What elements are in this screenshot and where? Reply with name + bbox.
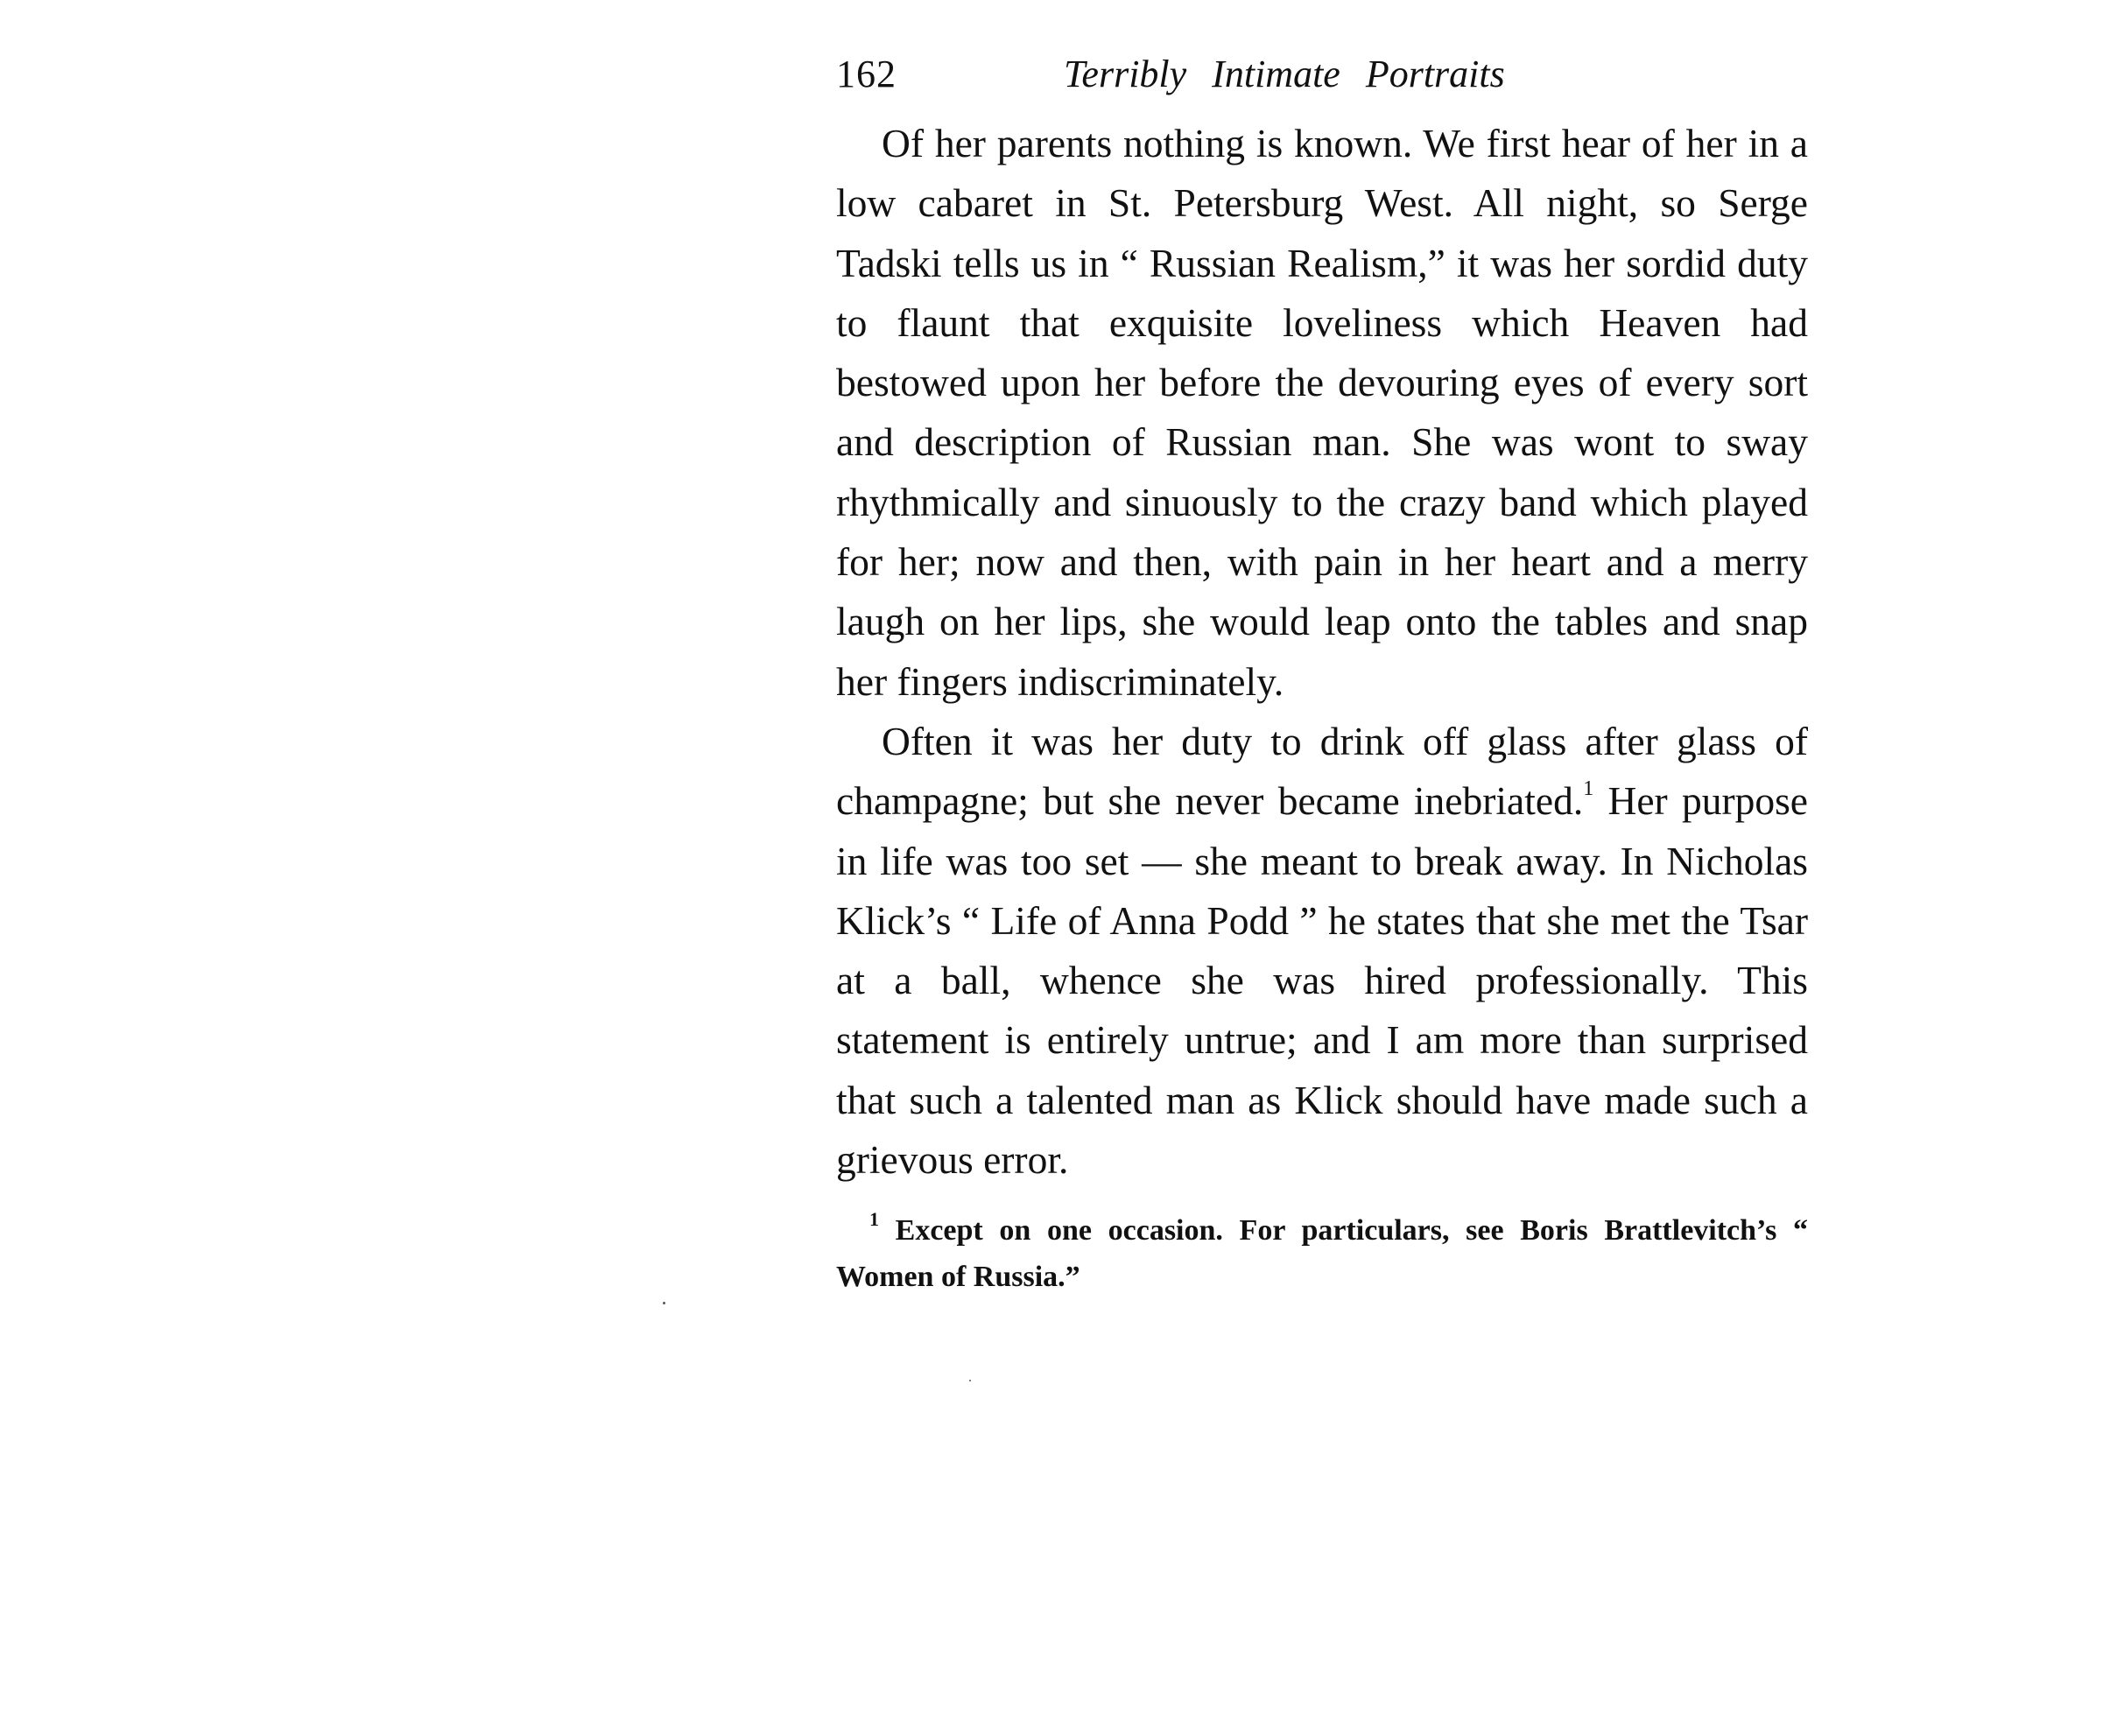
running-title: Terribly Intimate Portraits <box>1064 53 1505 95</box>
paragraph-1: Of her parents nothing is known. We first hear of her in a low cabaret in St. Petersburg West. All night, so Serge Tadski tells us in “ Russian Realism,” it was her sordid duty to flaunt that exquisite loveliness which Heaven had bestowed upon her before the devouring eyes of every sort and description of Russian man. She was wont to sway rhythmically and sinuously to the crazy band which played for her; now and then, with pain in her heart and a merry laugh on her lips, she would leap onto the tables and snap her fingers indiscriminately. <box>836 121 1808 704</box>
paragraph-2-text-before-note: Often it was her duty to drink off glass after glass of champagne; but she never became inebriated. <box>836 718 1808 824</box>
footnote-text: Except on one occasion. For particulars, see Boris Brattlevitch’s “ Women of Russia.” <box>836 1214 1808 1294</box>
paragraph-2 <box>836 712 1808 1190</box>
paragraph-2-text-after-note: Her purpose in life was too set — she meant to break away. In Nicholas Klick’s “ Life of Anna Podd ” he states that she met the Tsar at a ball, whence she was hired professionally. This statement is entirely untrue; and I am more than surprised that such a talented man as Klick should have made such a grievous error. <box>836 778 1808 1183</box>
footnote <box>836 1207 1808 1300</box>
page-number: 162 <box>836 53 897 95</box>
scan-speck <box>969 1380 971 1381</box>
text-block <box>836 35 1808 1300</box>
scan-speck <box>663 1302 665 1304</box>
footnote-mark: 1 <box>869 1208 879 1231</box>
running-head <box>836 35 1808 114</box>
footnote-reference: 1 <box>1583 777 1594 801</box>
